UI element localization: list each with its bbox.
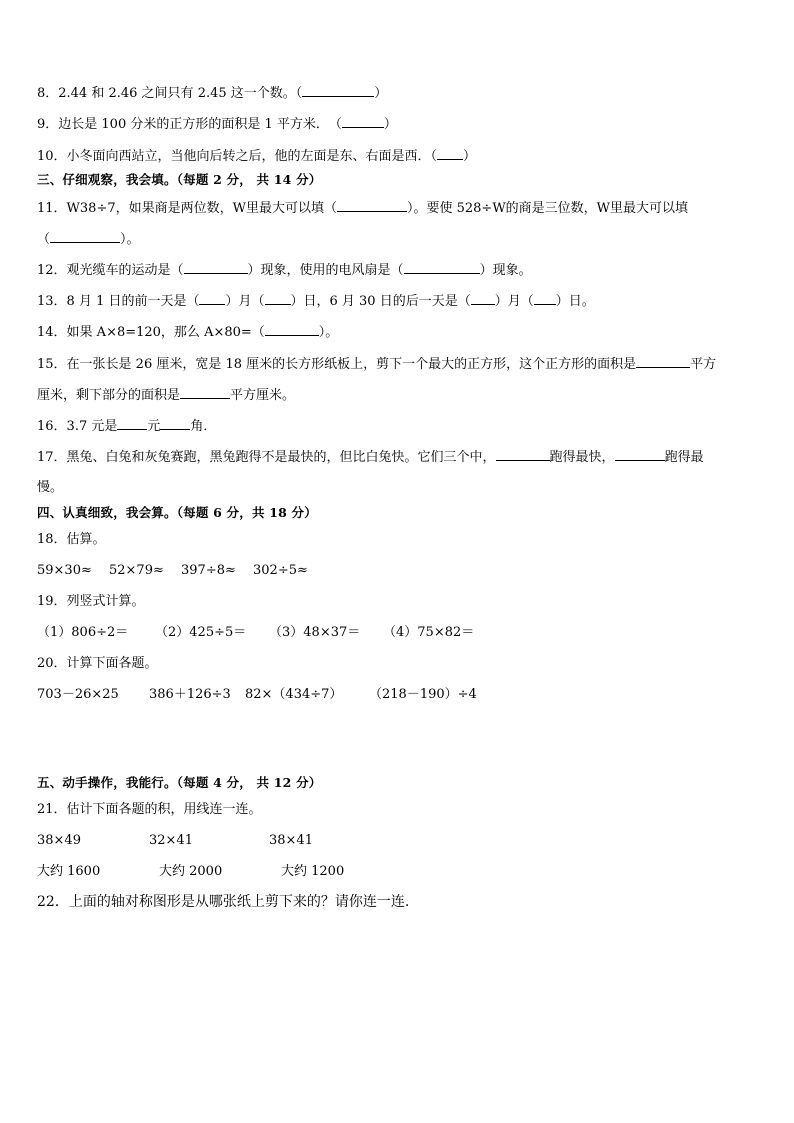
answer-blank[interactable] xyxy=(117,417,147,430)
answer-blank[interactable] xyxy=(302,84,374,97)
answer-blank[interactable] xyxy=(50,230,120,243)
product-item[interactable]: 38×41 xyxy=(269,833,313,848)
estimate-option[interactable]: 大约 1600 xyxy=(37,864,101,879)
calc-item: （4）75×82＝ xyxy=(383,625,475,640)
answer-blank[interactable] xyxy=(337,199,407,212)
answer-blank[interactable] xyxy=(534,292,556,305)
question-19-items xyxy=(37,625,474,641)
question-14: 14．如果 A×8=120，那么 A×80=（ ）。 xyxy=(37,325,339,340)
question-15-cont: 厘米，剩下部分的面积是 平方厘米。 xyxy=(37,388,296,403)
question-16: 16．3.7 元是 元 角． xyxy=(37,419,217,434)
section-3-title: 三、仔细观察，我会填。（每题 2 分， 共 14 分） xyxy=(37,172,322,187)
question-18-title: 18．估算。 xyxy=(37,532,106,547)
estimate-item: 397÷8≈ xyxy=(181,563,236,578)
question-21-products xyxy=(37,833,313,849)
question-9: 9．边长是 100 分米的正方形的面积是 1 平方米． （ ） xyxy=(37,117,397,132)
answer-blank[interactable] xyxy=(184,261,248,274)
estimate-item: 52×79≈ xyxy=(109,563,164,578)
calc-item: （218－190）÷4 xyxy=(369,687,477,702)
answer-blank[interactable] xyxy=(265,323,319,336)
question-8: 8．2.44 和 2.46 之间只有 2.45 这一个数。（ ） xyxy=(37,86,388,101)
question-19-title: 19．列竖式计算。 xyxy=(37,594,145,609)
question-22-title: 22．上面的轴对称图形是从哪张纸上剪下来的？请你连一连. xyxy=(37,894,410,910)
answer-blank[interactable] xyxy=(404,261,480,274)
question-17-cont: 慢。 xyxy=(37,480,64,495)
estimate-option[interactable]: 大约 1200 xyxy=(281,864,345,879)
question-11-cont: （ ）。 xyxy=(37,232,140,247)
answer-blank[interactable] xyxy=(496,448,550,461)
answer-blank[interactable] xyxy=(180,386,230,399)
calc-item: （2）425÷5＝ xyxy=(155,625,247,640)
section-5-title: 五、动手操作，我能行。（每题 4 分， 共 12 分） xyxy=(37,775,322,790)
question-20-title: 20．计算下面各题。 xyxy=(37,656,158,671)
question-21-title: 21．估计下面各题的积，用线连一连。 xyxy=(37,802,262,817)
question-11: 11．W38÷7，如果商是两位数，W里最大可以填（ ）。要使 528÷W的商是三位数，W里最大可以填 xyxy=(37,201,689,216)
question-15: 15．在一张长是 26 厘米，宽是 18 厘米的长方形纸板上，剪下一个最大的正方形，这个正方形的面积是 平方 xyxy=(37,357,717,372)
section-4-title: 四、认真细致，我会算。（每题 6 分，共 18 分） xyxy=(37,505,317,520)
calc-item: 703－26×25 xyxy=(37,687,119,702)
answer-blank[interactable] xyxy=(265,292,291,305)
estimate-option[interactable]: 大约 2000 xyxy=(159,864,223,879)
calc-item: 386＋126÷3 xyxy=(149,687,231,702)
question-12: 12．观光缆车的运动是（ ）现象，使用的电风扇是（ ）现象。 xyxy=(37,263,532,278)
answer-blank[interactable] xyxy=(160,417,190,430)
question-21-estimates xyxy=(37,864,344,880)
answer-blank[interactable] xyxy=(636,355,690,368)
answer-blank[interactable] xyxy=(342,115,384,128)
answer-blank[interactable] xyxy=(615,448,665,461)
estimate-item: 59×30≈ xyxy=(37,563,92,578)
product-item[interactable]: 32×41 xyxy=(149,833,193,848)
question-13: 13．8 月 1 日的前一天是（ ）月（ ）日，6 月 30 日的后一天是（ ）月（ ）日。 xyxy=(37,294,595,309)
answer-blank[interactable] xyxy=(199,292,225,305)
estimate-item: 302÷5≈ xyxy=(253,563,308,578)
answer-blank[interactable] xyxy=(437,147,463,160)
question-18-items xyxy=(37,563,308,579)
product-item[interactable]: 38×49 xyxy=(37,833,81,848)
calc-item: （3）48×37＝ xyxy=(269,625,361,640)
question-17: 17．黑兔、白兔和灰兔赛跑，黑兔跑得不是最快的，但比白兔快。它们三个中， 跑得最快， 跑得最 xyxy=(37,450,704,465)
question-20-items xyxy=(37,687,477,703)
question-10: 10．小冬面向西站立，当他向后转之后，他的左面是东、右面是西．（ ） xyxy=(37,149,477,164)
answer-blank[interactable] xyxy=(471,292,495,305)
calc-item: 82×（434÷7） xyxy=(245,687,343,702)
calc-item: （1）806÷2＝ xyxy=(37,625,129,640)
